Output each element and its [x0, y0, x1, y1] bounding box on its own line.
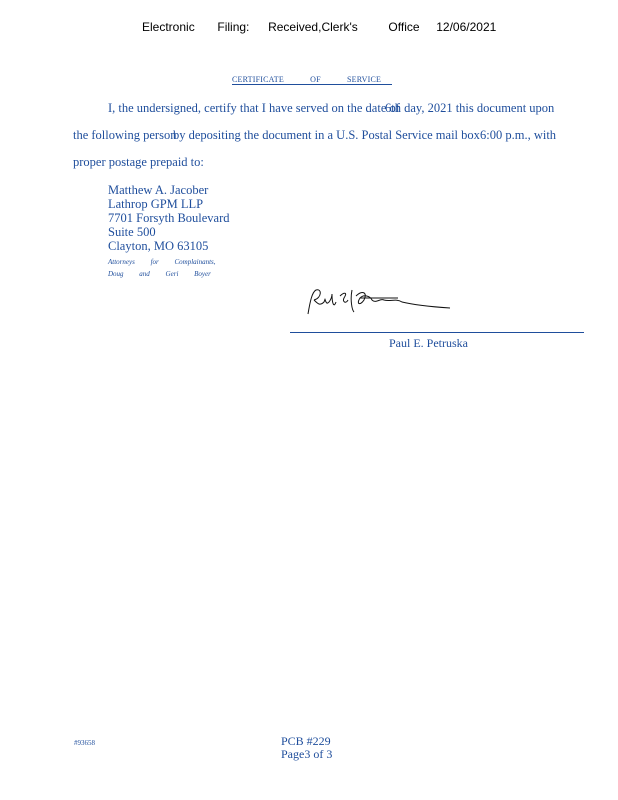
document-id: #93658 [74, 739, 95, 747]
address-city: Clayton, MO 63105 [108, 239, 209, 253]
certificate-time: 6:00 p.m., with [480, 128, 557, 142]
address-name: Matthew A. Jacober [108, 183, 209, 197]
attorneys-line-2: Doug and Geri Boyer [108, 270, 211, 278]
filing-header [142, 20, 496, 34]
service-address [108, 183, 230, 253]
certificate-line-2b: by depositing the document in a U.S. Postal Service mail box [173, 128, 480, 142]
header-electronic: Electronic [142, 20, 195, 34]
header-date: 12/06/2021 [436, 20, 497, 34]
attorneys-note [108, 256, 216, 280]
certificate-title: CERTIFICATE OF SERVICE [232, 75, 392, 85]
certificate-line-3: proper postage prepaid to: [73, 155, 204, 169]
attorneys-line-1: Attorneys for Complainants, [108, 258, 216, 266]
address-suite: Suite 500 [108, 225, 156, 239]
pcb-number: PCB #229 [281, 734, 331, 748]
address-street: 7701 Forsyth Boulevard [108, 211, 230, 225]
certificate-date-filled: 6th day, 2021 this document upon [385, 101, 555, 115]
signer-name: Paul E. Petruska [389, 336, 468, 350]
certificate-line-1-text: I, the undersigned, certify that I have served on the date of [108, 101, 400, 115]
address-firm: Lathrop GPM LLP [108, 197, 204, 211]
header-received: Received,Clerk's [268, 20, 358, 34]
certificate-line-2a: the following person [73, 128, 177, 142]
signature-line [290, 332, 584, 333]
header-office: Office [388, 20, 420, 34]
header-filing: Filing: [217, 20, 250, 34]
page-number: Page3 of 3 [281, 747, 333, 761]
certificate-line-1 [108, 101, 400, 116]
handwritten-signature [300, 284, 460, 324]
page-footer [281, 735, 332, 761]
